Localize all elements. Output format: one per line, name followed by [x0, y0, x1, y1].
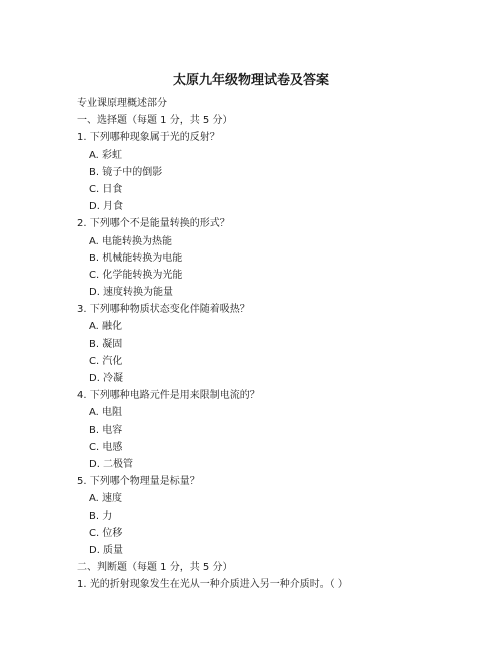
option-item: D. 月食 [89, 201, 124, 213]
option-item: D. 冷凝 [89, 373, 124, 384]
document-title: 太原九年级物理试卷及答案 [172, 73, 329, 88]
option-item: A. 彩虹 [89, 149, 123, 161]
question-text: 2. 下列哪个不是能量转换的形式？ [77, 218, 230, 230]
option-item: D. 速度转换为能量 [89, 287, 174, 299]
section-heading: 二、判断题（每题 1 分，共 5 分） [77, 562, 233, 574]
option-item: D. 二极管 [89, 458, 134, 470]
question-text: 1. 下列哪种现象属于光的反射？ [77, 132, 220, 144]
option-item: C. 电感 [89, 441, 123, 453]
document-subtitle: 专业课原理概述部分 [77, 98, 167, 109]
question-text: 1. 光的折射现象发生在光从一种介质进入另一种介质时。（ ） [77, 579, 348, 591]
option-item: A. 速度 [89, 493, 123, 505]
option-item: B. 电容 [89, 424, 123, 436]
question-text: 4. 下列哪种电路元件是用来限制电流的？ [77, 390, 260, 402]
option-item: C. 位移 [89, 527, 123, 539]
option-item: C. 汽化 [89, 355, 123, 367]
option-item: A. 电能转换为热能 [89, 235, 173, 247]
question-text: 3. 下列哪种物质状态变化伴随着吸热？ [77, 304, 250, 316]
option-item: C. 日食 [89, 183, 123, 195]
option-item: C. 化学能转换为光能 [89, 269, 183, 281]
option-item: B. 机械能转换为电能 [89, 252, 183, 264]
section-heading: 一、选择题（每题 1 分，共 5 分） [77, 115, 233, 127]
option-item: B. 镜子中的倒影 [89, 166, 163, 178]
question-text: 5. 下列哪个物理量是标量？ [77, 476, 200, 488]
option-item: D. 质量 [89, 544, 124, 556]
option-item: B. 凝固 [89, 338, 123, 350]
option-item: A. 融化 [89, 321, 123, 333]
document-body [77, 95, 477, 593]
option-item: B. 力 [89, 510, 113, 522]
option-item: A. 电阻 [89, 407, 123, 419]
